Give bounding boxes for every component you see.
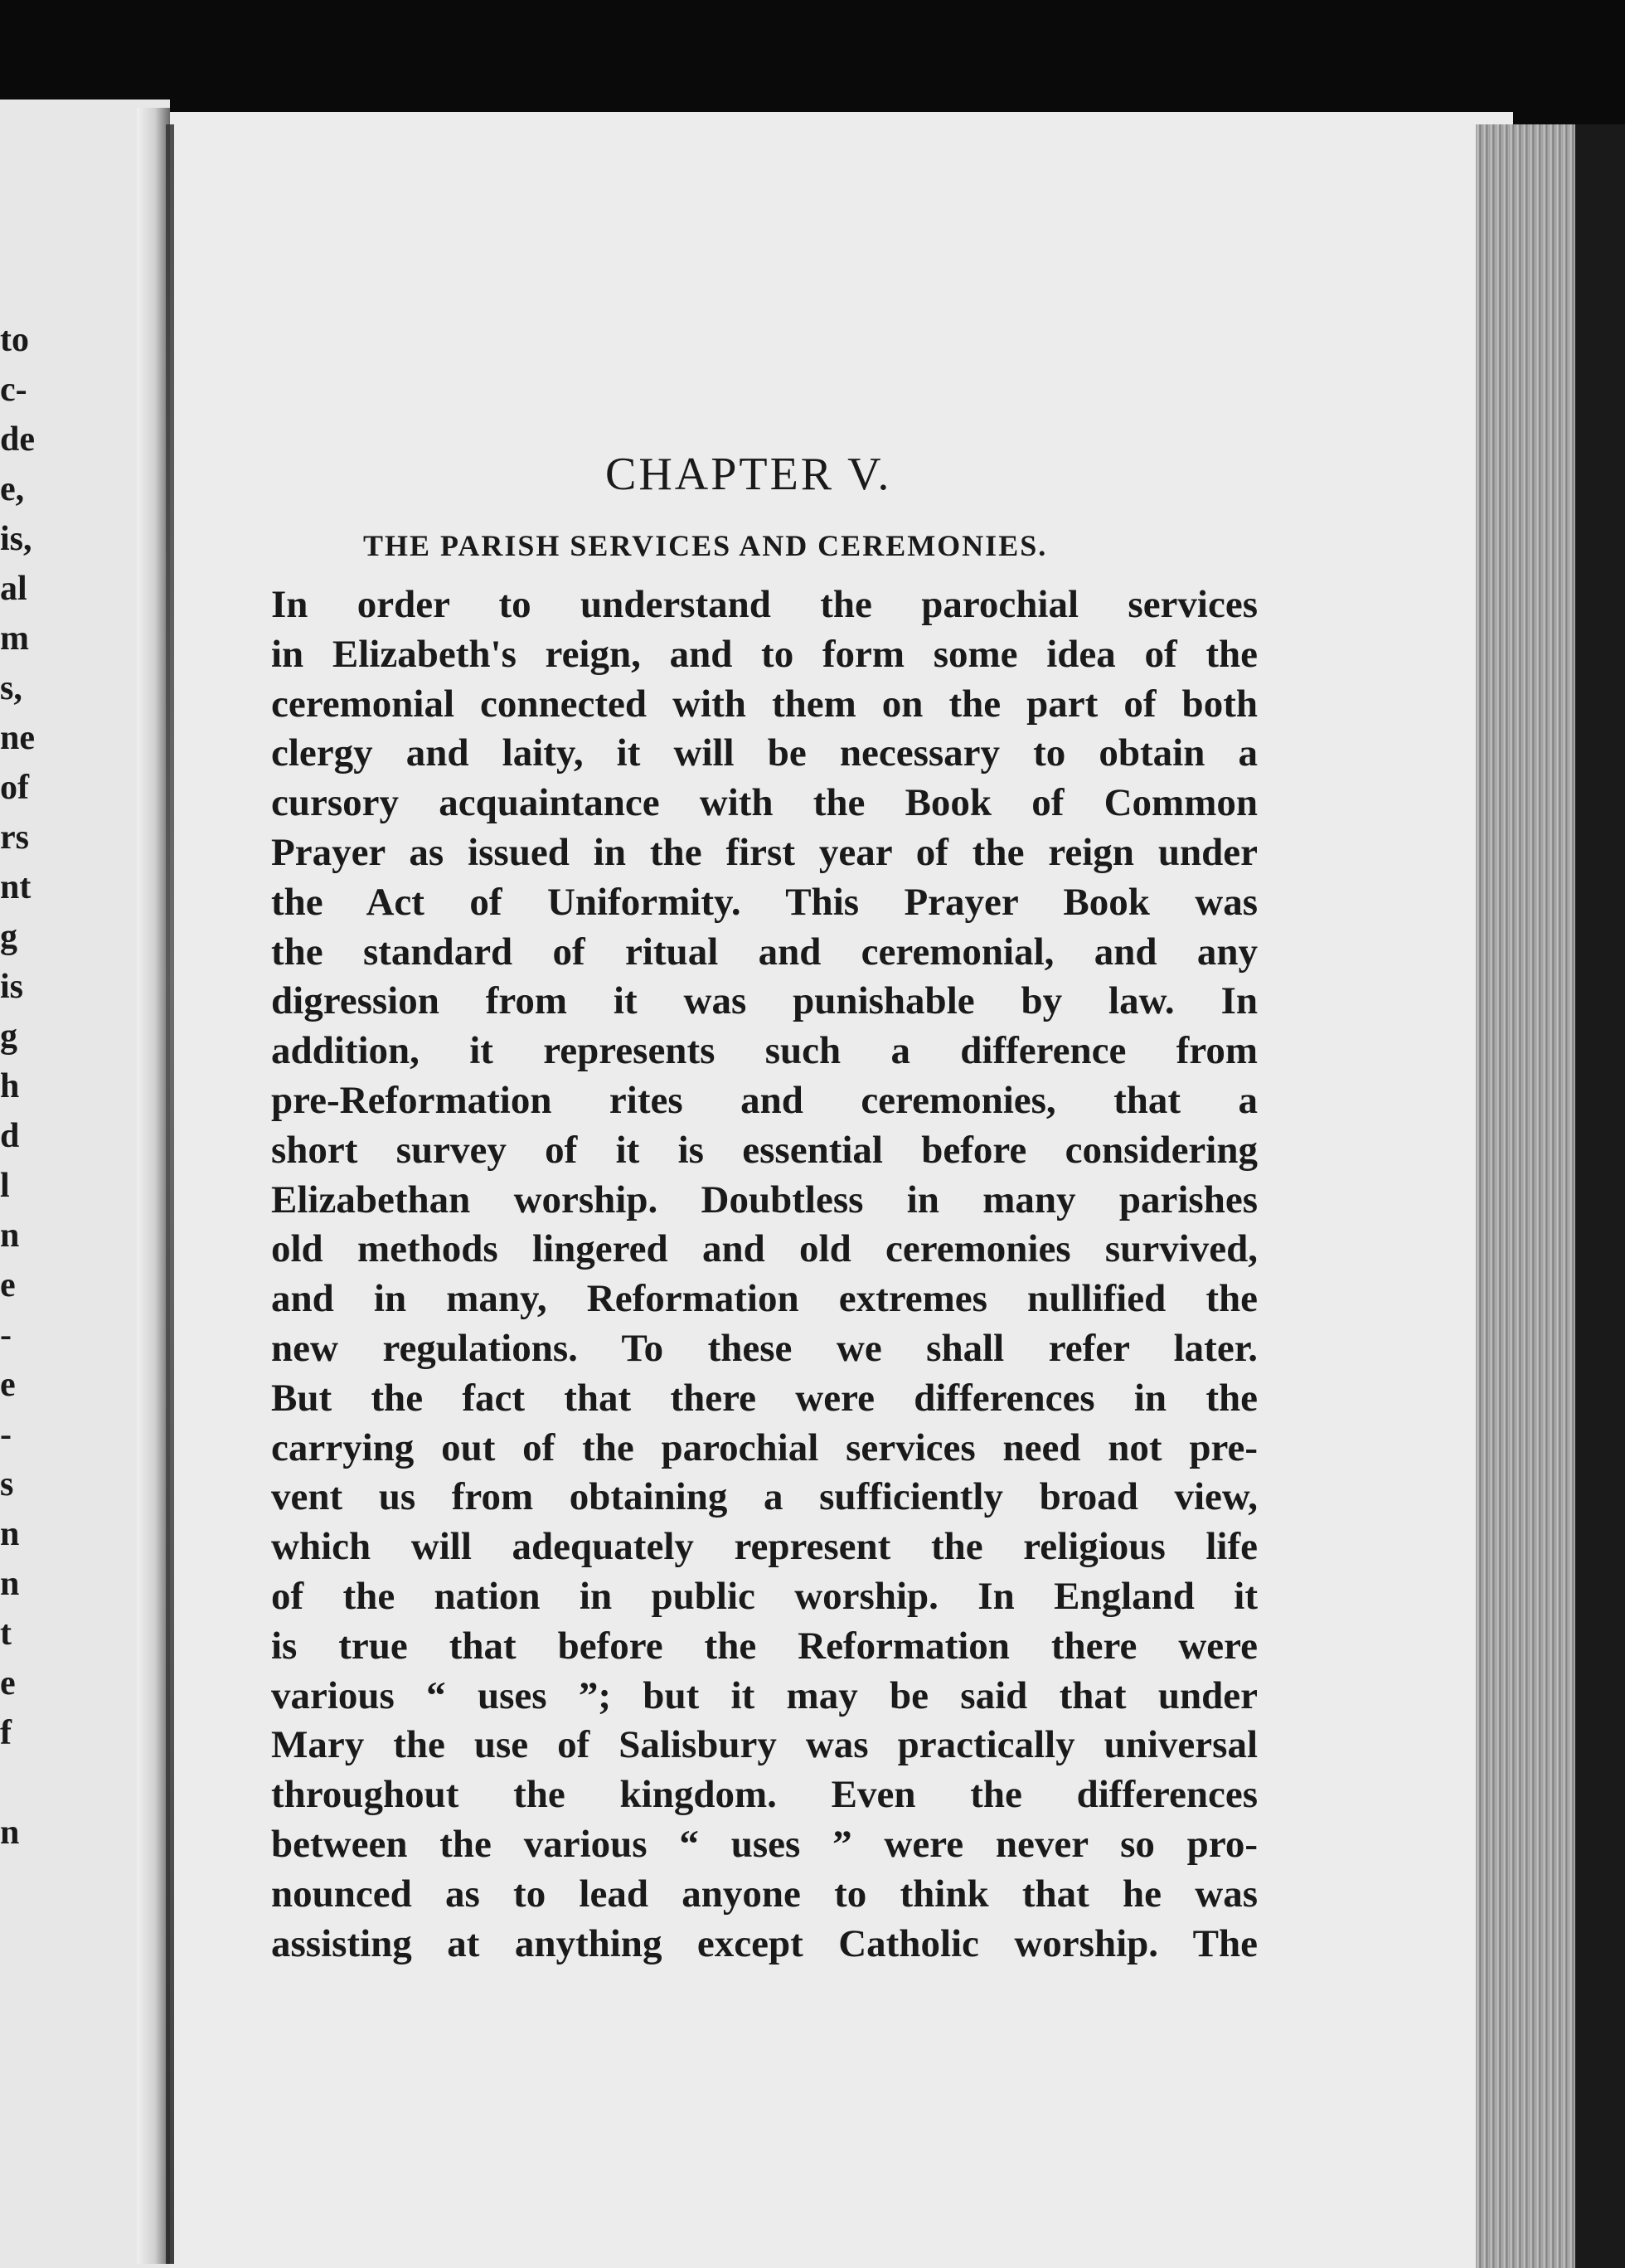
page-edges (1476, 124, 1584, 2268)
fragment-line: m (0, 619, 29, 658)
text-line: Elizabethan worship. Doubtless in many parishes (271, 1178, 1258, 1221)
text-line: pre-Reformation rites and ceremonies, that a (271, 1078, 1258, 1122)
fragment-line: of (0, 769, 29, 807)
fragment-line: n (0, 1515, 20, 1553)
text-line: addition, it represents such a difference from (271, 1029, 1258, 1073)
fragment-line: de (0, 420, 35, 459)
fragment-line: n (0, 1217, 20, 1255)
fragment-line: n (0, 1565, 20, 1603)
text-line: nounced as to lead anyone to think that he was (271, 1872, 1258, 1916)
page-gutter (137, 108, 170, 2264)
text-line: carrying out of the parochial services need not pre- (271, 1425, 1258, 1469)
previous-page-text-fragments (0, 315, 66, 1858)
fragment-line: f (0, 1714, 12, 1752)
fragment-line: is, (0, 520, 32, 558)
text-line: Prayer as issued in the first year of the reign under (271, 830, 1258, 874)
fragment-line: is (0, 968, 24, 1006)
fragment-line: c- (0, 371, 27, 409)
fragment-line: to (0, 321, 29, 359)
fragment-line: s (0, 1465, 14, 1503)
fragment-line: e, (0, 470, 25, 508)
text-line: But the fact that there were differences in the (271, 1376, 1258, 1420)
fragment-line: e (0, 1366, 16, 1404)
fragment-line: h (0, 1067, 20, 1105)
text-line: clergy and laity, it will be necessary to obtain a (271, 731, 1258, 775)
text-line: various “ uses ”; but it may be said that under (271, 1673, 1258, 1717)
fragment-line: rs (0, 818, 29, 857)
fragment-line: al (0, 570, 27, 608)
text-line: of the nation in public worship. In England it (271, 1574, 1258, 1618)
fragment-line: s, (0, 669, 22, 707)
text-line: ceremonial connected with them on the part of both (271, 682, 1258, 726)
text-line: the Act of Uniformity. This Prayer Book was (271, 880, 1258, 924)
text-line: In order to understand the parochial services (271, 583, 1258, 626)
fragment-line: e (0, 1266, 16, 1304)
text-line: and in many, Reformation extremes nullified the (271, 1277, 1258, 1321)
text-line: digression from it was punishable by law. In (271, 979, 1258, 1023)
binding-shadow (166, 124, 174, 2264)
text-line: in Elizabeth's reign, and to form some idea of the (271, 632, 1258, 676)
fragment-line: ne (0, 719, 35, 757)
fragment-line: nt (0, 868, 32, 906)
fragment-line: - (0, 1416, 12, 1454)
text-line: new regulations. To these we shall refer later. (271, 1326, 1258, 1370)
text-line: Mary the use of Salisbury was practically universal (271, 1723, 1258, 1767)
book-cover-edge (1575, 124, 1625, 2268)
text-line: short survey of it is essential before considering (271, 1128, 1258, 1172)
fragment-line: g (0, 918, 17, 956)
chapter-title: CHAPTER V. (605, 449, 892, 500)
text-line: assisting at anything except Catholic worship. The (271, 1921, 1258, 1965)
fragment-line (0, 1758, 66, 1808)
text-line: the standard of ritual and ceremonial, and any (271, 930, 1258, 974)
fragment-line: d (0, 1117, 20, 1155)
fragment-line: n (0, 1814, 20, 1852)
fragment-line: l (0, 1167, 10, 1205)
fragment-line: g (0, 1017, 17, 1056)
text-line: cursory acquaintance with the Book of Common (271, 781, 1258, 825)
text-line: between the various “ uses ” were never so pro- (271, 1822, 1258, 1866)
text-line: old methods lingered and old ceremonies survived, (271, 1227, 1258, 1271)
fragment-line: e (0, 1664, 16, 1702)
chapter-subtitle: THE PARISH SERVICES AND CEREMONIES. (363, 529, 1048, 562)
body-text (271, 580, 1258, 1969)
text-line: is true that before the Reformation there were (271, 1624, 1258, 1668)
fragment-line: - (0, 1316, 12, 1354)
fragment-line: t (0, 1615, 12, 1653)
text-line: throughout the kingdom. Even the differences (271, 1773, 1258, 1817)
text-line: vent us from obtaining a sufficiently broad view, (271, 1475, 1258, 1519)
text-line: which will adequately represent the religious life (271, 1525, 1258, 1569)
